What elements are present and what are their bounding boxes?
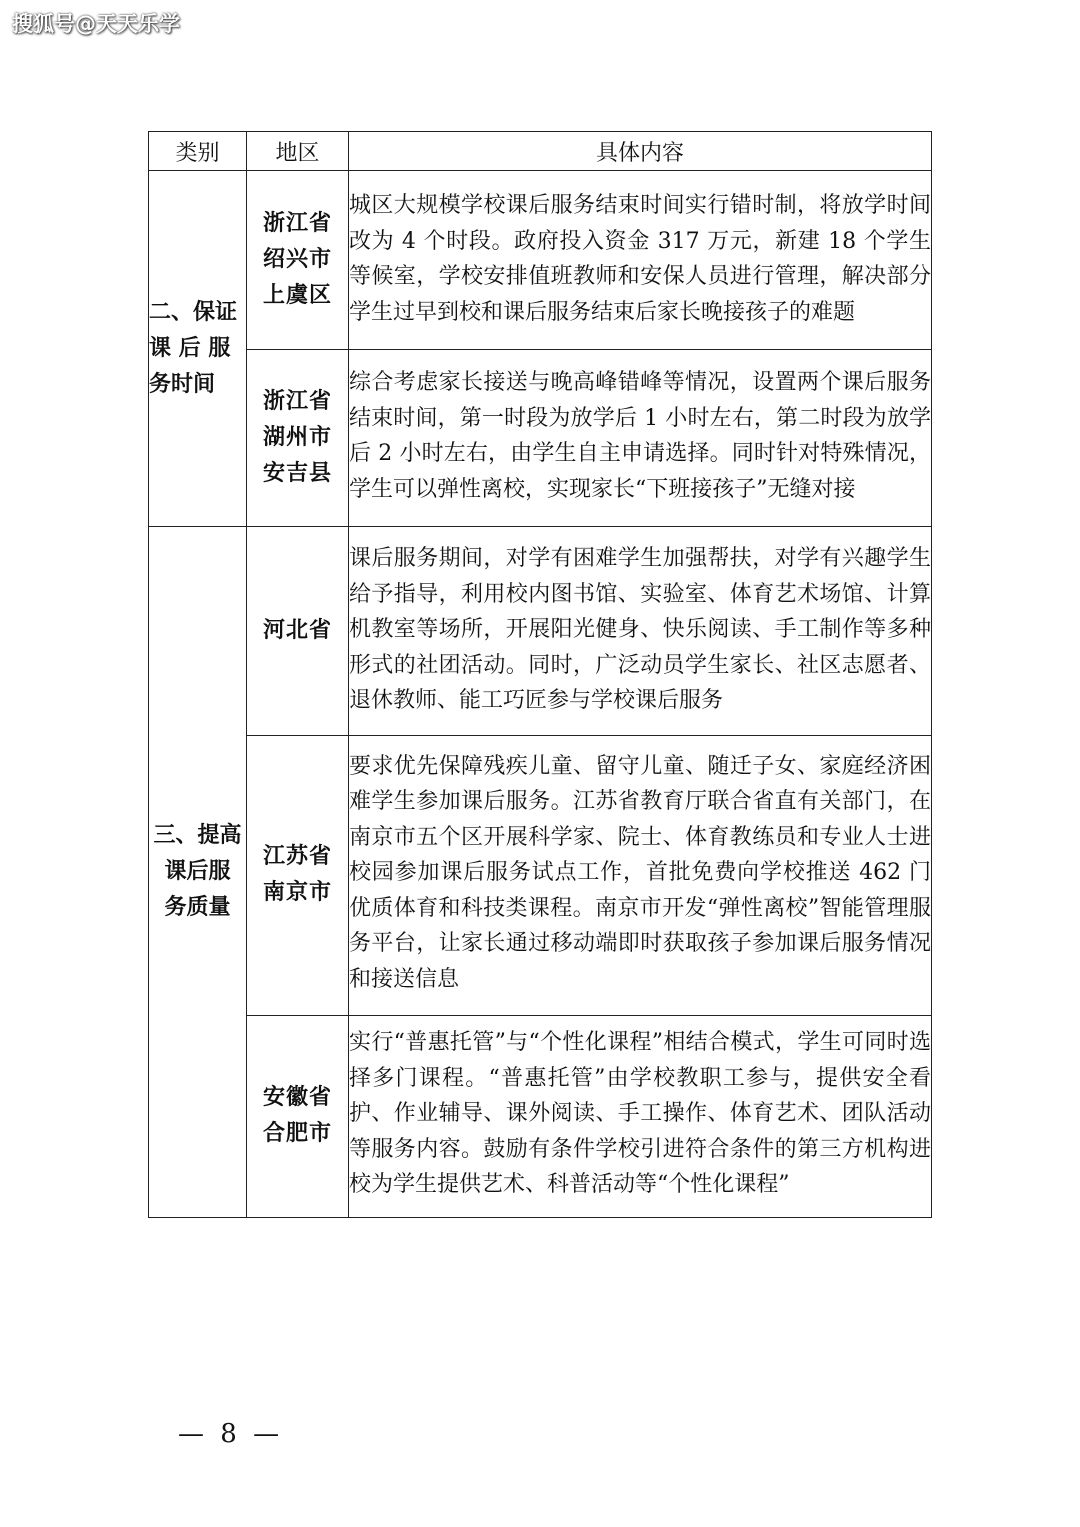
content-cell: 城区大规模学校课后服务结束时间实行错时制，将放学时间改为 4 个时段。政府投入资金 317 万元，新建 18 个学生等候室，学校安排值班教师和安保人员进行管理，解决部分学生过早到校和课后服务结束后家长晚接孩子的难题 [349, 171, 932, 350]
region-line: 江苏省 [262, 844, 332, 870]
table-row [149, 171, 932, 350]
category-line: 务时间 [149, 371, 216, 397]
header-content: 具体内容 [349, 132, 932, 171]
region-line: 绍兴市 [262, 247, 332, 272]
table-header-row [149, 132, 932, 171]
category-cell-1 [149, 171, 247, 527]
table-row [149, 350, 932, 527]
region-line: 安吉县 [262, 461, 332, 486]
region-line: 浙江省 [262, 211, 332, 236]
region-cell [247, 527, 349, 736]
category-line: 课 后 服 [149, 335, 231, 361]
content-cell: 课后服务期间，对学有困难学生加强帮扶，对学有兴趣学生给予指导，利用校内图书馆、实验室、体育艺术场馆、计算机教室等场所，开展阳光健身、快乐阅读、手工制作等多种形式的社团活动。同时，广泛动员学生家长、社区志愿者、退休教师、能工巧匠参与学校课后服务 [349, 527, 932, 736]
region-line: 湖州市 [262, 425, 332, 450]
region-cell [247, 1016, 349, 1218]
category-line: 二、保证 [149, 299, 238, 325]
region-cell [247, 735, 349, 1016]
category-cell-2 [149, 527, 247, 1218]
policy-table [148, 131, 932, 1218]
region-line: 合肥市 [262, 1121, 332, 1147]
table-row [149, 735, 932, 1016]
content-cell: 要求优先保障残疾儿童、留守儿童、随迁子女、家庭经济困难学生参加课后服务。江苏省教育厅联合省直有关部门，在南京市五个区开展科学家、院士、体育教练员和专业人士进校园参加课后服务试点工作，首批免费向学校推送 462 门优质体育和科技类课程。南京市开发“弹性离校”智能管理服务平台，让家长通过移动端即时获取孩子参加课后服务情况和接送信息 [349, 735, 932, 1016]
category-line: 课后服 [164, 858, 231, 884]
region-line: 浙江省 [262, 389, 332, 414]
region-line: 上虞区 [262, 283, 332, 308]
table-row [149, 527, 932, 736]
region-line: 河北省 [262, 617, 332, 643]
region-line: 南京市 [262, 880, 332, 906]
region-line: 安徽省 [262, 1085, 332, 1111]
header-region: 地区 [247, 132, 349, 171]
header-category: 类别 [149, 132, 247, 171]
page-number: — 8 — [178, 1419, 284, 1449]
category-line: 务质量 [164, 894, 231, 920]
table-row [149, 1016, 932, 1218]
region-cell [247, 350, 349, 527]
content-cell: 综合考虑家长接送与晚高峰错峰等情况，设置两个课后服务结束时间，第一时段为放学后 1 小时左右，第二时段为放学后 2 小时左右，由学生自主申请选择。同时针对特殊情况，学生可以弹性离校，实现家长“下班接孩子”无缝对接 [349, 350, 932, 527]
category-line: 三、提高 [153, 822, 242, 848]
content-cell: 实行“普惠托管”与“个性化课程”相结合模式，学生可同时选择多门课程。“普惠托管”由学校教职工参与，提供安全看护、作业辅导、课外阅读、手工操作、体育艺术、团队活动等服务内容。鼓励有条件学校引进符合条件的第三方机构进校为学生提供艺术、科普活动等“个性化课程” [349, 1016, 932, 1218]
watermark-text: 搜狐号@天天乐学 [12, 12, 180, 36]
region-cell [247, 171, 349, 350]
